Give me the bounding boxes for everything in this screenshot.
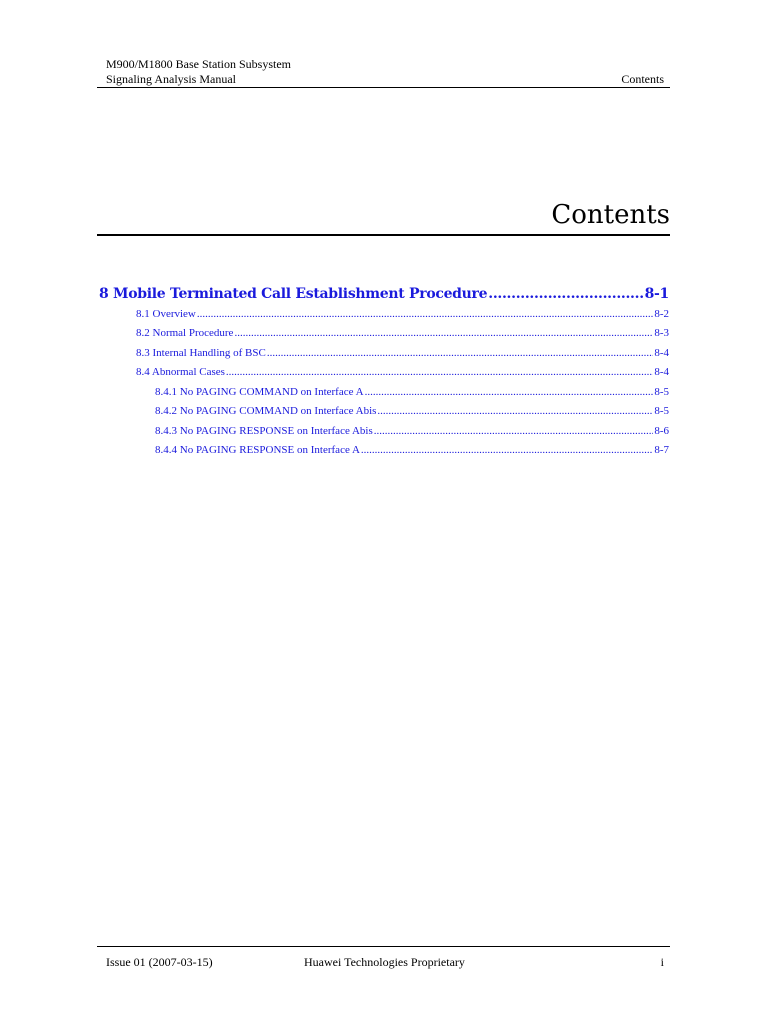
toc-entry-page: 8-2 [654,308,669,320]
footer-page-number: i [660,955,664,969]
toc-entry-8-2[interactable] [136,325,669,341]
toc-entry-8-4-4[interactable] [155,442,669,458]
page-header [97,57,670,88]
toc-leader-dots [374,423,654,439]
toc-leader-dots [488,284,643,304]
page-title: Contents [551,200,670,230]
toc-entry-page: 8-6 [654,425,669,437]
toc-entry-label: 8.4.1 No PAGING COMMAND on Interface A [155,386,364,398]
page-footer [97,946,670,971]
toc-entry-label: 8.2 Normal Procedure [136,327,234,339]
toc-leader-dots [267,345,653,361]
toc-entry-label: 8.4.3 No PAGING RESPONSE on Interface Abis [155,425,373,437]
toc-entry-page: 8-7 [654,444,669,456]
toc-entry-label: 8 Mobile Terminated Call Establishment Procedure [99,286,488,302]
toc-entry-label: 8.3 Internal Handling of BSC [136,347,266,359]
header-section: Contents [621,72,664,86]
toc-entry-page: 8-4 [654,366,669,378]
toc-entry-label: 8.4.4 No PAGING RESPONSE on Interface A [155,444,360,456]
toc-entry-chapter-8[interactable] [99,284,669,304]
toc-entry-label: 8.4 Abnormal Cases [136,366,225,378]
toc-entry-page: 8-3 [654,327,669,339]
header-manual-title: Signaling Analysis Manual [106,72,236,86]
toc-entry-8-4-2[interactable] [155,403,669,419]
toc-entry-label: 8.1 Overview [136,308,196,320]
toc-leader-dots [361,442,653,458]
toc-entry-8-1[interactable] [136,306,669,322]
toc-leader-dots [226,364,653,380]
toc-leader-dots [197,306,653,322]
toc-entry-page: 8-1 [644,286,669,302]
toc-entry-page: 8-5 [654,405,669,417]
toc-leader-dots [377,403,653,419]
footer-issue: Issue 01 (2007-03-15) [106,955,213,969]
toc-entry-page: 8-5 [654,386,669,398]
toc-entry-8-4-3[interactable] [155,423,669,439]
header-product: M900/M1800 Base Station Subsystem [106,57,292,71]
toc-entry-page: 8-4 [654,347,669,359]
toc-entry-8-4-1[interactable] [155,384,669,400]
toc-entry-label: 8.4.2 No PAGING COMMAND on Interface Abis [155,405,377,417]
toc-entry-8-3[interactable] [136,345,669,361]
toc-entry-8-4[interactable] [136,364,669,380]
footer-proprietary: Huawei Technologies Proprietary [304,955,465,969]
toc-leader-dots [365,384,654,400]
toc-leader-dots [234,325,653,341]
title-rule [97,234,670,236]
